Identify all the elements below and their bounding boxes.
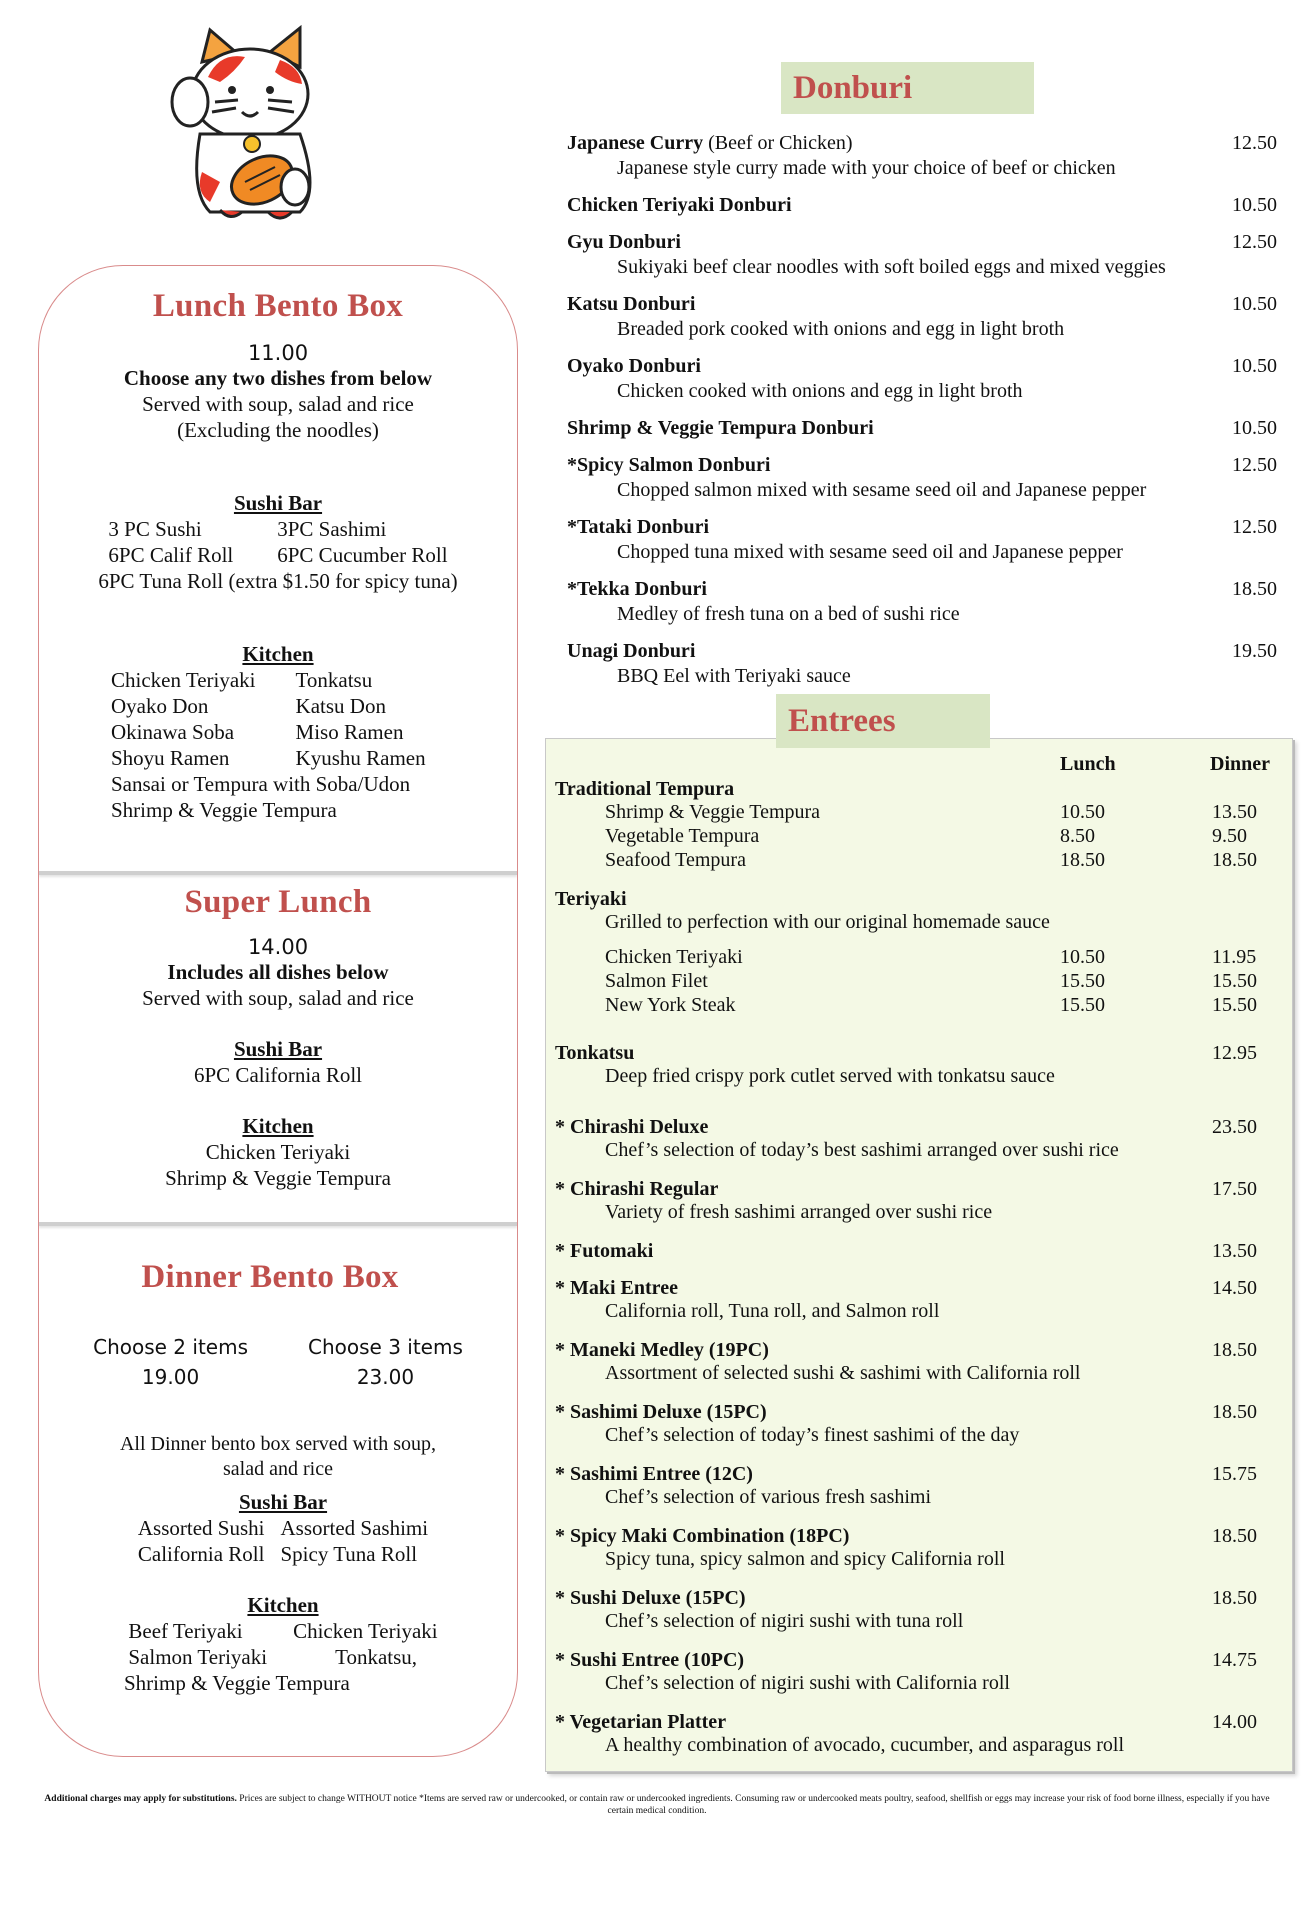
entree-row-lunch: 18.50 [1060,849,1105,871]
lunch-bento-line3: (Excluding the noodles) [177,418,379,442]
super-sushi-bar-label: Sushi Bar [233,1037,323,1061]
lunch-sushi-item: 6PC Calif Roll [108,543,234,567]
super-sushi-item: 6PC California Roll [194,1063,362,1087]
dinner-choice-2-price: 19.00 [141,1365,200,1389]
bento-panel [38,265,518,1757]
lunch-sushi-item: 3PC Sashimi [277,517,387,541]
entree-row-label: Salmon Filet [605,970,708,992]
super-lunch-line1: Includes all dishes below [167,960,389,984]
entree-row-label: Vegetable Tempura [605,825,760,847]
entree-row-lunch: 8.50 [1060,825,1095,847]
lunch-sushi-bar-label: Sushi Bar [233,491,323,515]
entree-row-lunch: 15.50 [1060,970,1105,992]
dinner-sushi-item: California Roll [137,1542,265,1566]
donburi-item [567,516,1277,564]
donburi-item-title: Katsu Donburi [567,293,696,315]
donburi-item-price: 12.50 [1232,516,1277,538]
entree-row-dinner: 15.50 [1212,970,1257,992]
entree-item-desc: Spicy tuna, spicy salmon and spicy California roll [605,1548,1005,1570]
donburi-item-name [567,194,1277,217]
donburi-header: Donburi [781,62,1034,114]
section-divider [39,871,517,875]
entree-item [555,1116,1275,1162]
donburi-item-name [567,355,1277,378]
entree-row-lunch: 15.50 [1060,994,1105,1016]
donburi-item-name [567,231,1277,254]
dinner-kitchen-list [49,1618,517,1670]
lunch-kitchen-item: Shoyu Ramen [111,746,230,770]
entree-row-dinner: 15.50 [1212,994,1257,1016]
dinner-note: salad and rice [223,1458,333,1480]
entree-item-price: 18.50 [1212,1339,1257,1361]
donburi-item-title: *Tekka Donburi [567,578,707,600]
lunch-bento-section [39,288,517,823]
entree-item-desc: Chef’s selection of today’s finest sashimi of the day [605,1424,1020,1446]
lunch-kitchen-item: Oyako Don [111,694,209,718]
footer-text: Prices are subject to change WITHOUT notice *Items are served raw or undercooked, or contain raw or undercooked ingredients. Consuming raw or undercooked meats poultry, seafood, shellfish or eggs may increase your risk of food borne illness, especially if you have certain medical condition. [236,1794,1270,1816]
lunch-kitchen-item: Chicken Teriyaki [111,668,256,692]
entree-item-price: 18.50 [1212,1587,1257,1609]
entree-teriyaki-row [555,994,1275,1018]
entree-row-lunch: 10.50 [1060,801,1105,823]
entree-item [555,1401,1275,1447]
entree-teriyaki-row [555,970,1275,994]
entree-item-name: * Sashimi Deluxe (15PC) [555,1401,767,1423]
entree-item-name: * Spicy Maki Combination (18PC) [555,1525,850,1547]
donburi-item-price: 12.50 [1232,231,1277,253]
dinner-bento-title: Dinner Bento Box [141,1259,399,1295]
entree-item-desc: Chef’s selection of various fresh sashimi [605,1486,932,1508]
entree-item-desc: A healthy combination of avocado, cucumber, and asparagus roll [605,1734,1125,1756]
dinner-kitchen-label: Kitchen [247,1593,319,1617]
lunch-kitchen-list [39,667,517,771]
donburi-item-desc: BBQ Eel with Teriyaki sauce [617,665,851,687]
donburi-item-price: 10.50 [1232,417,1277,439]
donburi-item [567,578,1277,626]
entree-tempura-row [555,849,1275,873]
entrees-col-lunch: Lunch [1060,753,1116,775]
entree-item-desc: Chef’s selection of nigiri sushi with tuna roll [605,1610,964,1632]
entree-row-dinner: 13.50 [1212,801,1257,823]
donburi-item-desc: Sukiyaki beef clear noodles with soft boiled eggs and mixed veggies [617,256,1166,278]
donburi-item-price: 19.50 [1232,640,1277,662]
donburi-item-price: 12.50 [1232,454,1277,476]
entree-item-price: 12.95 [1212,1042,1257,1064]
donburi-item-name [567,293,1277,316]
dinner-kitchen-extra: Shrimp & Veggie Tempura [124,1671,350,1695]
dinner-bento-section [39,1259,517,1696]
entree-item-name: * Sushi Deluxe (15PC) [555,1587,746,1609]
entree-teriyaki-name: Teriyaki [555,888,627,910]
entrees-col-dinner: Dinner [1210,753,1270,775]
entree-item-price: 14.75 [1212,1649,1257,1671]
donburi-item-price: 10.50 [1232,194,1277,216]
donburi-item-title: Japanese Curry [567,132,704,154]
donburi-item [567,132,1277,180]
entree-item [555,1649,1275,1695]
entree-teriyaki-row [555,946,1275,970]
entree-item [555,1240,1275,1263]
dinner-choice-row [39,1332,517,1392]
super-lunch-price: 14.00 [247,935,309,959]
entree-item-name: * Maneki Medley (19PC) [555,1339,769,1361]
lunch-kitchen-label: Kitchen [242,642,314,666]
footer-bold: Additional charges may apply for substitutions. [44,1794,237,1804]
dinner-choice-3 [308,1332,463,1392]
entree-item-price: 18.50 [1212,1525,1257,1547]
lunch-kitchen-item: Tonkatsu [295,668,373,692]
dinner-kitchen-item: Chicken Teriyaki [293,1619,438,1643]
dinner-note: All Dinner bento box served with soup, [119,1433,437,1455]
donburi-item-price: 18.50 [1232,578,1277,600]
entree-item [555,1587,1275,1633]
entree-item-price: 23.50 [1212,1116,1257,1138]
donburi-item-name [567,640,1277,663]
dinner-sushi-item: Spicy Tuna Roll [280,1542,418,1566]
donburi-item-name [567,417,1277,440]
dinner-choice-2 [93,1332,248,1392]
entree-row-lunch: 10.50 [1060,946,1105,968]
entree-item-desc: Chef’s selection of nigiri sushi with California roll [605,1672,1010,1694]
lunch-bento-line2: Served with soup, salad and rice [142,392,414,416]
donburi-item-name [567,516,1277,539]
donburi-item-title: Unagi Donburi [567,640,696,662]
donburi-item-extra: (Beef or Chicken) [708,132,853,154]
lunch-kitchen-item: Okinawa Soba [111,720,235,744]
donburi-item-title: *Spicy Salmon Donburi [567,454,771,476]
donburi-item [567,194,1277,217]
dinner-choice-3-label: Choose 3 items [308,1335,463,1359]
dinner-choice-2-label: Choose 2 items [93,1335,248,1359]
lunch-bento-title: Lunch Bento Box [152,288,404,324]
entree-item-desc: Variety of fresh sashimi arranged over sushi rice [605,1201,993,1223]
entree-item [555,1339,1275,1385]
entree-item [555,1525,1275,1571]
super-lunch-section [39,884,517,1191]
dinner-sushi-list [49,1515,517,1567]
entree-item-name: * Maki Entree [555,1277,678,1299]
lunch-bento-line1: Choose any two dishes from below [123,366,433,390]
entree-item-price: 15.75 [1212,1463,1257,1485]
lunch-sushi-list [39,516,517,568]
donburi-item [567,640,1277,688]
lunch-sushi-extra: 6PC Tuna Roll (extra $1.50 for spicy tuna) [98,569,458,593]
donburi-item-desc: Medley of fresh tuna on a bed of sushi rice [617,603,960,625]
super-kitchen-item: Shrimp & Veggie Tempura [165,1166,391,1190]
donburi-item-price: 12.50 [1232,132,1277,154]
entree-item [555,1277,1275,1323]
entree-tempura [555,778,1275,873]
lunch-bento-price: 11.00 [247,341,309,365]
entree-item-name: * Vegetarian Platter [555,1711,727,1733]
entree-tempura-name: Traditional Tempura [555,778,735,800]
super-kitchen-label: Kitchen [242,1114,314,1138]
entree-item-price: 18.50 [1212,1401,1257,1423]
donburi-item-price: 10.50 [1232,293,1277,315]
entree-item-desc: Assortment of selected sushi & sashimi with California roll [605,1362,1081,1384]
donburi-item [567,355,1277,403]
entree-item-name: * Sashimi Entree (12C) [555,1463,753,1485]
dinner-kitchen-item: Tonkatsu, [335,1645,418,1669]
entree-tempura-row [555,801,1275,825]
entree-row-label: New York Steak [605,994,736,1016]
donburi-item-desc: Chicken cooked with onions and egg in light broth [617,380,1023,402]
donburi-item-desc: Chopped tuna mixed with sesame seed oil and Japanese pepper [617,541,1123,563]
donburi-item-title: Shrimp & Veggie Tempura Donburi [567,417,874,439]
entree-item [555,1178,1275,1224]
donburi-item-desc: Chopped salmon mixed with sesame seed oil and Japanese pepper [617,479,1147,501]
entrees-header: Entrees [776,694,990,748]
dinner-sushi-item: Assorted Sashimi [280,1516,429,1540]
entree-item-price: 14.00 [1212,1711,1257,1733]
entree-item-name: * Futomaki [555,1240,654,1262]
entree-item [555,1042,1275,1088]
entree-item-name: * Chirashi Regular [555,1178,719,1200]
donburi-item [567,417,1277,440]
entree-row-dinner: 11.95 [1212,946,1257,968]
entree-tempura-row [555,825,1275,849]
donburi-item-name [567,454,1277,477]
entree-item-name: Tonkatsu [555,1042,635,1064]
section-divider [39,1222,517,1226]
entree-row-label: Chicken Teriyaki [605,946,743,968]
entree-item [555,1463,1275,1509]
entree-row-label: Seafood Tempura [605,849,746,871]
entree-teriyaki-desc: Grilled to perfection with our original homemade sauce [605,911,1050,933]
lunch-kitchen-item: Katsu Don [295,694,386,718]
lunch-sushi-item: 6PC Cucumber Roll [277,543,448,567]
dinner-sushi-bar-label: Sushi Bar [238,1490,328,1514]
lunch-kitchen-item: Kyushu Ramen [295,746,426,770]
maneki-neko-cat-icon [150,22,335,232]
lunch-kitchen-extra: Sansai or Tempura with Soba/Udon [111,772,411,796]
lunch-kitchen-item: Miso Ramen [295,720,404,744]
lunch-sushi-item: 3 PC Sushi [108,517,202,541]
donburi-item [567,293,1277,341]
lunch-kitchen-extra: Shrimp & Veggie Tempura [111,798,337,822]
entree-item-desc: Chef’s selection of today’s best sashimi arranged over sushi rice [605,1139,1119,1161]
donburi-item-title: *Tataki Donburi [567,516,710,538]
donburi-item-price: 10.50 [1232,355,1277,377]
entree-item [555,1711,1275,1757]
donburi-item-title: Chicken Teriyaki Donburi [567,194,792,216]
dinner-sushi-item: Assorted Sushi [137,1516,265,1540]
dinner-kitchen-item: Beef Teriyaki [128,1619,243,1643]
entree-item-name: * Chirashi Deluxe [555,1116,709,1138]
entree-row-label: Shrimp & Veggie Tempura [605,801,821,823]
entree-item-desc: California roll, Tuna roll, and Salmon roll [605,1300,940,1322]
entree-item-price: 17.50 [1212,1178,1257,1200]
donburi-item [567,231,1277,279]
entree-item-name: * Sushi Entree (10PC) [555,1649,745,1671]
footer-disclaimer [40,1793,1274,1817]
super-kitchen-item: Chicken Teriyaki [205,1140,351,1164]
super-lunch-title: Super Lunch [184,884,372,920]
entree-teriyaki [555,888,1275,1018]
donburi-item-desc: Japanese style curry made with your choice of beef or chicken [617,157,1116,179]
donburi-item-title: Oyako Donburi [567,355,701,377]
donburi-item [567,454,1277,502]
super-lunch-line2: Served with soup, salad and rice [142,986,414,1010]
donburi-item-title: Gyu Donburi [567,231,681,253]
entree-item-price: 14.50 [1212,1277,1257,1299]
dinner-kitchen-item: Salmon Teriyaki [128,1645,268,1669]
donburi-item-desc: Breaded pork cooked with onions and egg in light broth [617,318,1065,340]
entree-item-desc: Deep fried crispy pork cutlet served with tonkatsu sauce [605,1065,1055,1087]
entree-item-price: 13.50 [1212,1240,1257,1262]
donburi-item-name [567,132,1277,155]
donburi-item-name [567,578,1277,601]
entree-row-dinner: 18.50 [1212,849,1257,871]
entree-row-dinner: 9.50 [1212,825,1247,847]
dinner-choice-3-price: 23.00 [356,1365,415,1389]
